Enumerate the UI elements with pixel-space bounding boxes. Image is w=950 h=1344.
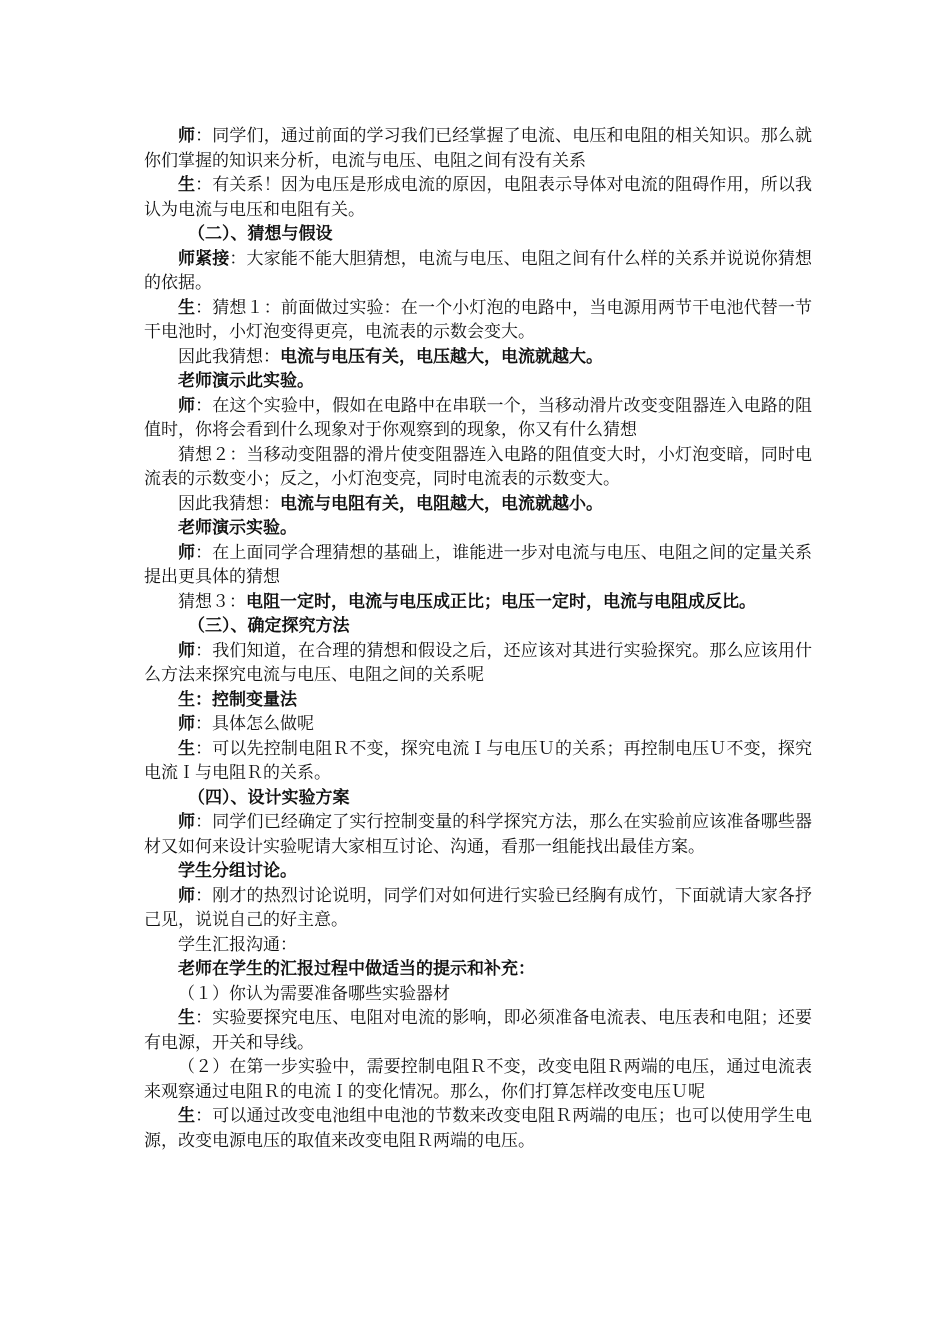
- paragraph-text: ：同学们已经确定了实行控制变量的科学探究方法，那么在实验前应该准备哪些器材又如何来设计实验呢请大家相互讨论、沟通，看那一组能找出最佳方案。: [144, 812, 813, 857]
- paragraph: [144, 688, 812, 713]
- speaker: 师: [178, 640, 196, 661]
- paragraph-text: ：实验要探究电压、电阻对电流的影响，即必须准备电流表、电压表和电阻；还要有电源，开关和导线。: [144, 1008, 813, 1053]
- paragraph: [144, 1055, 812, 1104]
- paragraph: [144, 639, 812, 688]
- emphasis-text: 学生分组讨论。: [178, 861, 297, 881]
- speaker: 师: [178, 395, 196, 416]
- speaker: 生: [178, 297, 196, 318]
- paragraph-text: ：有关系！因为电压是形成电流的原因，电阻表示导体对电流的阻碍作用，所以我认为电流与电压和电阻有关。: [144, 175, 813, 220]
- paragraph-text: ：可以通过改变电池组中电池的节数来改变电阻Ｒ两端的电压；也可以使用学生电源，改变电源电压的取值来改变电阻Ｒ两端的电压。: [144, 1106, 813, 1151]
- paragraph-text: ：我们知道，在合理的猜想和假设之后，还应该对其进行实验探究。那么应该用什么方法来探究电流与电压、电阻之间的关系呢: [144, 640, 813, 685]
- lesson-body: [144, 124, 812, 1153]
- speaker: 师: [178, 542, 196, 563]
- speaker: 生: [178, 1008, 196, 1028]
- paragraph-text: 猜想２：当移动变阻器的滑片使变阻器连入电路的阻值变大时，小灯泡变暗，同时电流表的示数变小；反之，小灯泡变亮，同时电流表的示数变大。: [144, 444, 812, 489]
- paragraph-lead: 因此我猜想：: [178, 346, 280, 367]
- emphasis-text: 电流与电阻有关，电阻越大，电流就越小。: [280, 493, 603, 514]
- paragraph: [144, 737, 812, 786]
- paragraph: [144, 884, 812, 933]
- emphasis-text: 老师演示实验。: [178, 518, 297, 538]
- paragraph-text: ：同学们，通过前面的学习我们已经掌握了电流、电压和电阻的相关知识。那么就你们掌握的知识来分析，电流与电压、电阻之间有没有关系: [144, 126, 813, 171]
- paragraph-text: ：刚才的热烈讨论说明，同学们对如何进行实验已经胸有成竹，下面就请大家各抒己见，说说自己的好主意。: [144, 885, 813, 930]
- paragraph-text: （１）你认为需要准备哪些实验器材: [178, 983, 450, 1004]
- paragraph-text: ：猜想１：前面做过实验：在一个小灯泡的电路中，当电源用两节干电池代替一节干电池时，小灯泡变得更亮，电流表的示数会变大。: [144, 297, 813, 342]
- paragraph: [144, 590, 812, 615]
- section-heading: （三）、确定探究方法: [188, 616, 350, 636]
- paragraph-text: ：具体怎么做呢: [195, 714, 314, 734]
- paragraph: [144, 247, 812, 296]
- paragraph: [144, 859, 812, 884]
- paragraph-lead: 猜想３：: [178, 591, 246, 612]
- paragraph: [144, 492, 812, 517]
- section-heading: （四）、设计实验方案: [188, 787, 350, 808]
- paragraph: [144, 173, 812, 222]
- paragraph: [144, 443, 812, 492]
- emphasis-text: 老师演示此实验。: [178, 371, 314, 391]
- paragraph: [144, 345, 812, 370]
- emphasis-text: 电流与电压有关，电压越大，电流就越大。: [280, 346, 603, 367]
- paragraph: [144, 810, 812, 859]
- paragraph: [144, 516, 812, 541]
- paragraph-text: ：在这个实验中，假如在电路中在串联一个，当移动滑片改变变阻器连入电路的阻值时，你将会看到什么现象对于你观察到的现象，你又有什么猜想: [144, 395, 813, 440]
- speaker: 师: [178, 126, 196, 146]
- section-heading: （二）、猜想与假设: [188, 224, 333, 244]
- emphasis-text: 老师在学生的汇报过程中做适当的提示和补充：: [178, 959, 535, 979]
- speaker: 师: [178, 714, 195, 734]
- paragraph-text: ：在上面同学合理猜想的基础上，谁能进一步对电流与电压、电阻之间的定量关系提出更具体的猜想: [144, 542, 813, 587]
- paragraph: [144, 541, 812, 590]
- paragraph-lead: 因此我猜想：: [178, 493, 280, 514]
- paragraph: [144, 933, 812, 958]
- speaker: 师: [178, 812, 196, 832]
- paragraph-text: （２）在第一步实验中，需要控制电阻Ｒ不变，改变电阻Ｒ两端的电压，通过电流表来观察通过电阻Ｒ的电流Ｉ的变化情况。那么，你们打算怎样改变电压Ｕ呢: [144, 1057, 812, 1102]
- speaker: 生: [178, 175, 196, 195]
- paragraph-text: 学生汇报沟通：: [178, 934, 297, 955]
- speaker: 师紧接: [178, 248, 230, 269]
- speaker: 生：控制变量法: [178, 689, 297, 710]
- paragraph-text: ：可以先控制电阻Ｒ不变，探究电流Ｉ与电压Ｕ的关系；再控制电压Ｕ不变，探究电流Ｉ与电阻Ｒ的关系。: [144, 738, 813, 783]
- paragraph: [144, 394, 812, 443]
- paragraph: [144, 712, 812, 737]
- speaker: 生: [178, 738, 196, 759]
- paragraph: [144, 957, 812, 982]
- paragraph: [144, 1006, 812, 1055]
- speaker: 师: [178, 885, 196, 906]
- speaker: 生: [178, 1106, 196, 1126]
- emphasis-text: 电阻一定时，电流与电压成正比；电压一定时，电流与电阻成反比。: [246, 591, 756, 612]
- paragraph-text: ：大家能不能大胆猜想，电流与电压、电阻之间有什么样的关系并说说你猜想的依据。: [144, 248, 813, 293]
- paragraph: [144, 296, 812, 345]
- paragraph: [144, 124, 812, 173]
- paragraph: [144, 982, 812, 1007]
- paragraph: [144, 369, 812, 394]
- paragraph: [144, 1104, 812, 1153]
